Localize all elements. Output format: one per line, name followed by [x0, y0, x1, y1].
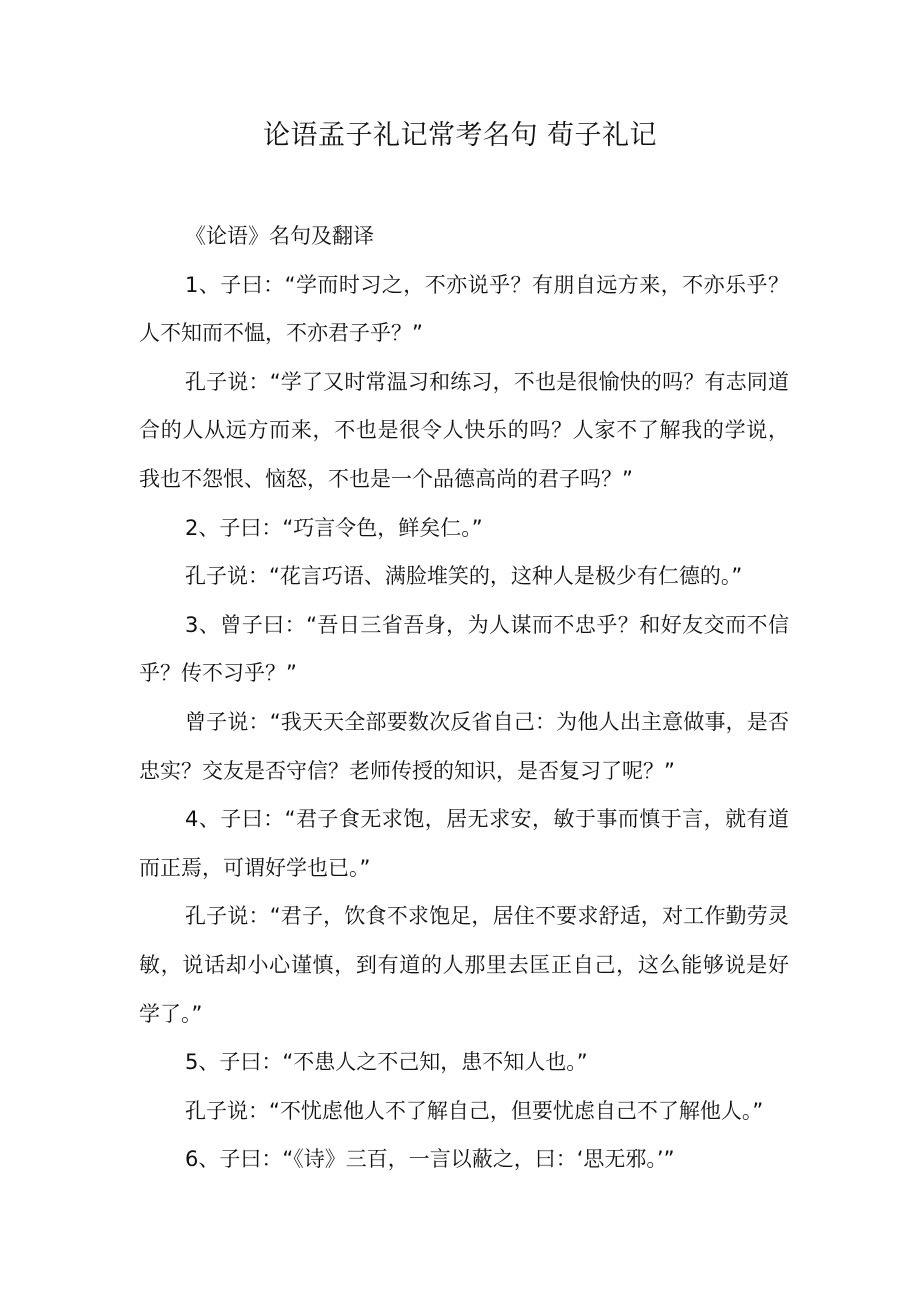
translation-2: 孔子说：“花言巧语、满脸堆笑的，这种人是极少有仁德的。” [185, 564, 743, 589]
translation-3: 曾子说：“我天天全部要数次反省自己：为他人出主意做事，是否忠实？交友是否守信？老师传授的知识，是否复习了呢？” [139, 709, 789, 783]
quote-2: 2、子曰：“巧言令色，鲜矣仁。” [185, 515, 483, 540]
document-title: 论语孟子礼记常考名句 荀子礼记 [262, 120, 658, 151]
quote-3: 3、曾子曰：“吾日三省吾身，为人谋而不忠乎？和好友交而不信乎？传不习乎？” [139, 612, 789, 686]
quote-1: 1、子曰：“学而时习之，不亦说乎？有朋自远方来，不亦乐乎？人不知而不愠，不亦君子乎？” [139, 272, 789, 346]
translation-5: 孔子说：“不忧虑他人不了解自己，但要忧虑自己不了解他人。” [185, 1098, 764, 1123]
section-heading: 《论语》名句及翻译 [185, 224, 374, 248]
quote-5: 5、子曰：“不患人之不己知，患不知人也。” [185, 1050, 588, 1075]
translation-4: 孔子说：“君子，饮食不求饱足，居住不要求舒适，对工作勤劳灵敏，说话却小心谨慎，到有道的人那里去匡正自己，这么能够说是好学了。” [139, 904, 789, 1026]
document-body [139, 212, 789, 1184]
quote-6: 6、子曰：“《诗》三百，一言以蔽之，曰：‘思无邪。’” [185, 1147, 675, 1172]
quote-4: 4、子曰：“君子食无求饱，居无求安，敏于事而慎于言，就有道而正焉，可谓好学也已。” [139, 807, 789, 880]
translation-1: 孔子说：“学了又时常温习和练习，不也是很愉快的吗？有志同道合的人从远方而来，不也是很令人快乐的吗？人家不了解我的学说，我也不怨恨、恼怒，不也是一个品德高尚的君子吗？” [139, 369, 789, 491]
